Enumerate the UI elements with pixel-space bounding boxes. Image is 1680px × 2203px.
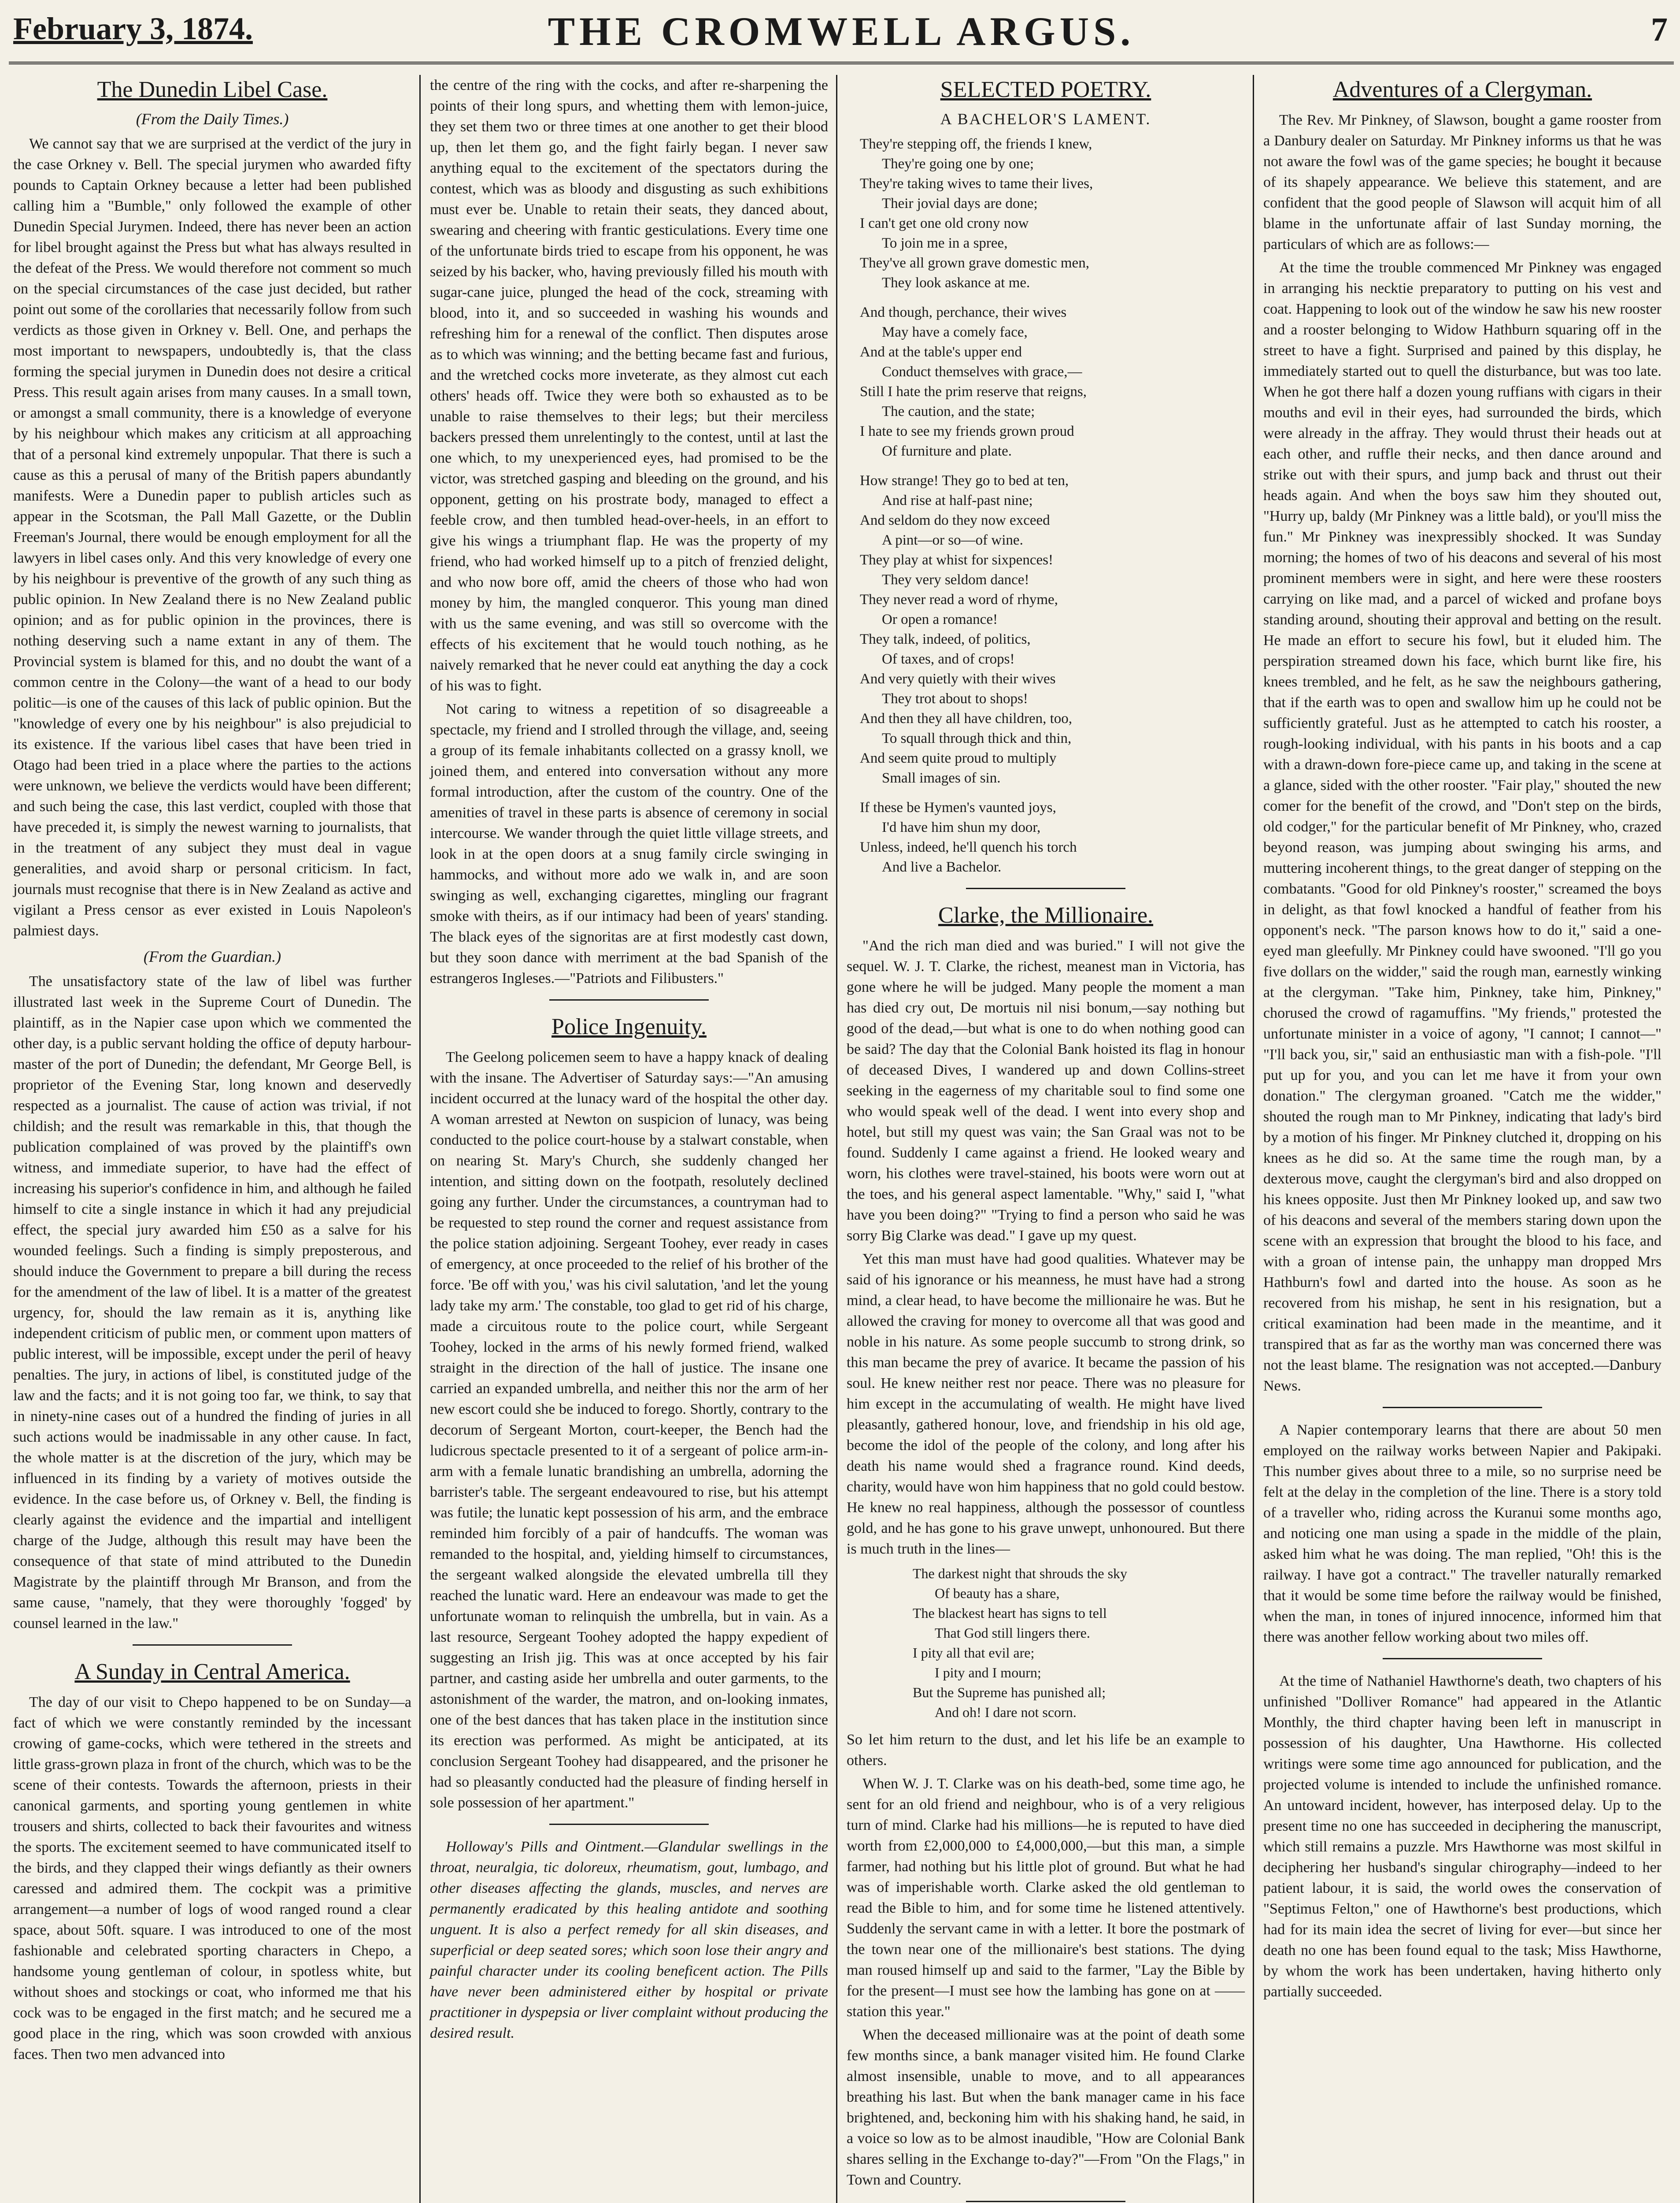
poem-line: The caution, and the state;: [882, 404, 1035, 419]
article-source: (From the Daily Times.): [136, 110, 289, 128]
article-paragraph: The Geelong policemen seem to have a happy knack of dealing with the insane. The Advertiser of Saturday says:—"An amusing incident occurred at the lunacy ward of the hospital the other day. A woman arrested at Newton on suspicion of lunacy, was being conducted to the police court-house by a stalwart constable, when on nearing St. Mary's Church, she suddenly changed her intention, and sitting down on the footpath, resolutely declined going any further. Under the circumstances, a countryman had to be requested to step round the corner and request assistance from the police station adjoining. Sergeant Toohey, ever ready in cases of emergency, at once proceeded to the relief of his brother of the force. 'Be off with you,' was his civil salutation, 'and let the young lady take my arm.' The constable, too glad to get rid of his charge, made a circuitous route to the police court, while Sergeant Toohey, locked in the arms of his newly formed friend, walked straight in the direction of the hall of justice. The insane one carried an expanded umbrella, and neither this nor the arm of her new escort could she be induced to forego. Shortly, contrary to the decorum of Sergeant Morton, court-keeper, the Bench had the ludicrous spectacle presented to it of a sergeant of police arm-in-arm with a female lunatic brandishing an umbrella, adorning the barrister's table. The sergeant endeavoured to rise, but his attempt was futile; the lunatic kept possession of his arm, and the embrace reminded him forcibly of a pair of handcuffs. The woman was remanded to the hospital, and, yielding himself to circumstances, the sergeant walked alongside the elevated umbrella till they reached the lunatic ward. Here an endeavour was made to get the unfortunate woman to relinquish the umbrella, but in vain. As a last resource, Sergeant Toohey adopted the happy expedient of suggesting an Irish jig. This was at once accepted by his fair partner, and casting aside her umbrella and outer garments, to the astonishment of the warder, the matron, and on-looking inmates, one of the best dances that has taken place in the institution since its erection was performed. As might be anticipated, at its conclusion Sergeant Toohey had disappeared, and the prisoner he had so pleasantly conducted had the pleasure of finding herself in sole possession of her apartment.": [430, 1049, 828, 1811]
poem-line: I'd have him shun my door,: [882, 820, 1041, 835]
verse-line: But the Supreme has punished all;: [913, 1684, 1106, 1700]
article-paragraph: Not caring to witness a repetition of so disagreeable a spectacle, my friend and I strolled through the village, and, seeing a group of its female inhabitants collected on a grassy knoll, we joined them, and entered into conversation without any more formal introduction, after the custom of the country. One of the amenities of travel in these parts is absence of ceremony in social intercourse. We wander through the quiet little village streets, and look in at the open doors at a snug family circle swinging in hammocks, and without more ado we walk in, and are soon swinging as well, exchanging cigarettes, mingling our fragrant smoke with theirs, as if our intimacy had been of years' standing. The black eyes of the signoritas are at first modestly cast down, but they soon dance with merriment at the bad Spanish of the estrangeros Ingleses.—"Patriots and Filibusters.": [430, 701, 828, 987]
poem-line: And seldom do they now exceed: [860, 512, 1050, 528]
poem-line: If these be Hymen's vaunted joys,: [860, 800, 1056, 816]
article-paragraph: When the deceased millionaire was at the point of death some few months since, a bank manager visited him. He found Clarke almost insensible, unable to move, and to all appearances breathing his last. But when the bank manager came in his face brightened, and, beckoning him with his shaking hand, he said, in a voice so low as to be almost inaudible, "How are Colonial Bank shares selling in the Exchange to-day?"—From "On the Flags," in Town and Country.: [847, 2027, 1245, 2188]
poem-line: They trot about to shops!: [882, 691, 1028, 707]
poem-line: They look askance at me.: [882, 275, 1030, 291]
article-separator: [966, 888, 1125, 889]
advertisement-holloway: Holloway's Pills and Ointment.—Glandular swellings in the throat, neuralgia, tic doloreux, rheumatism, gout, lumbago, and other diseases affecting the glands, muscles, and nerves are permanently eradicated by this healing antidote and soothing unguent. It is also a perfect remedy for all skin diseases, and superficial or deep seated sores; which soon lose their angry and painful character under its cooling beneficent action. The Pills have never been administered either by hospital or private practitioner in dyspepsia or liver complaint without producing the desired result.: [430, 1839, 828, 2041]
poem-line: Of furniture and plate.: [882, 443, 1012, 459]
poem-line: I hate to see my friends grown proud: [860, 423, 1074, 439]
verse-line: The darkest night that shrouds the sky: [913, 1565, 1128, 1581]
article-source: (From the Guardian.): [143, 948, 281, 965]
poem-line: They're stepping off, the friends I knew,: [860, 136, 1092, 152]
poem-title: A BACHELOR'S LAMENT.: [940, 110, 1151, 128]
section-heading-selected-poetry: SELECTED POETRY.: [940, 77, 1151, 102]
verse-line: Of beauty has a share,: [935, 1585, 1060, 1601]
item-napier-railway: A Napier contemporary learns that there are about 50 men employed on the railway works between Napier and Pakipaki. This number gives about three to a mile, so no surprise need be felt at the delay in the completion of the line. There is a story told of a traveller who, riding across the Kuranui some months ago, and noticing one man using a spade in the middle of the plain, asked him what he was doing. The man replied, "Oh! this is the railway. I have got a contract." The traveller naturally remarked that it would be some time before the railway would be finished, when the man, in tones of injured innocence, informed him that there was another fellow working about two miles off.: [1263, 1422, 1661, 1645]
article-heading-clarke-millionaire: Clarke, the Millionaire.: [938, 903, 1154, 928]
poem-line: Or open a romance!: [882, 612, 998, 627]
poem-line: They talk, indeed, of politics,: [860, 631, 1031, 647]
article-heading-adventures-clergyman: Adventures of a Clergyman.: [1332, 77, 1592, 102]
poem-line: They're taking wives to tame their lives,: [860, 176, 1093, 192]
poem-line: Their jovial days are done;: [882, 196, 1038, 211]
poem-line: Of taxes, and of crops!: [882, 651, 1015, 667]
article-paragraph: The unsatisfactory state of the law of libel was further illustrated last week in the Supreme Court of Dunedin. The plaintiff, as in the Napier case upon which we commented the other day, is a public servant holding the office of deputy harbour-master of the port of Dunedin; the defendant, Mr George Bell, is proprietor of the Evening Star, long known and deservedly respected as a journalist. The cause of action was trivial, if not childish; and the result was remarkable in this, that though the publication complained of was proved by the plaintiff's own witness, and immediate superior, to have had the effect of increasing his superior's confidence in him, and although he failed himself to cite a single instance in which it had any prejudicial effect, the special jury awarded him £50 as a salve for his wounded feelings. Such a finding is simply preposterous, and should induce the Government to prepare a bill during the recess for the amendment of the law of libel. It is a matter of the greatest urgency, for, should the law remain as it is, anything like independent criticism of public men, or comment upon matters of public interest, will be impossible, except under the peril of heavy penalties. The jury, in actions of libel, is constituted judge of the law and the facts; and it is not going too far, we think, to say that in ninety-nine cases out of a hundred the finding of juries in all such actions would be inadmissable in any other cause. In fact, the whole matter is at the discretion of the jury, which may be influenced in its finding by a variety of motives outside the evidence. In the case before us, of Orkney v. Bell, the finding is clearly against the evidence and the impartial and intelligent charge of the Judge, although this result may have been the consequence of that state of mind attributed to the Dunedin Magistrate by the plaintiff through Mr Branson, and from the same cause, "namely, that they were thoroughly 'fogged' by counsel learned in the law.": [13, 973, 411, 1632]
article-paragraph: When W. J. T. Clarke was on his death-bed, some time ago, he sent for an old friend and neighbour, who is of a very religious turn of mind. Clarke had his millions—he is reputed to have died worth from £2,000,000 to £4,000,000,—but this man, a simple farmer, had nothing but his little plot of ground. But what he had was of imperishable worth. Clarke asked the old gentleman to read the Bible to him, and for some time he listened attentively. Suddenly the servant came in with a letter. It bore the postmark of the town near one of the millionaire's best stations. The dying man roused himself up and said to the farmer, "Lay the Bible by for the present—I must see how the lambing has gone on at —— station this year.": [847, 1776, 1245, 2020]
article-paragraph: the centre of the ring with the cocks, and after re-sharpening the points of their long spurs, and whetting them with lemon-juice, they set them two or three times at one another to get their blood up, then let them go, and the fight fairly began. I never saw anything equal to the excitement of the spectators during the contest, which was as bloody and disgusting as such exhibitions must ever be. Unable to retain their seats, they danced about, swearing and cheering with frantic gesticulations. Every time one of the unfortunate birds tried to escape from his opponent, he was seized by his backer, who, having previously filled his mouth with sugar-cane juice, plunged the head of the cock, streaming with blood, into it, and so succeeded in washing his wounds and refreshing him for a renewal of the conflict. Then disputes arose as to which was winning; and the betting became fast and furious, and the wretched cocks more inveterate, as they almost cut each others' heads off. Twice they were both so exhausted as to be unable to raise themselves to their legs; but their merciless backers pressed them unrelentingly to the contest, until at last the one which, to my unexperienced eyes, had promised to be the victor, was stretched gasping and bleeding on the ground, and his opponent, getting on his prostrate body, managed to effect a feeble crow, and then tumbled head-over-heels, in an effort to give his wings a triumphant flap. He was the property of my friend, who had worked himself up to a pitch of frenzied delight, and who now bore off, amid the cheers of those who had won money by him, the mangled conqueror. This young man dined with us the same evening, and was still so overcome with the effects of his excitement that he would touch nothing, as he naively remarked that he never could eat anything the day a cock of his was to fight.: [430, 77, 828, 694]
verse-line: And oh! I dare not scorn.: [935, 1704, 1077, 1720]
column-rule: [836, 75, 837, 2203]
article-separator: [549, 1824, 709, 1825]
poem-line: They've all grown grave domestic men,: [860, 255, 1089, 271]
poem-line: And live a Bachelor.: [882, 859, 1002, 875]
poem-stanza: [847, 798, 1245, 877]
article-paragraph: We cannot say that we are surprised at the verdict of the jury in the case Orkney v. Bell. The special jurymen who awarded fifty pounds to Captain Orkney because a letter had been published calling him a "Bumble," only followed the example of other Dunedin Special Jurymen. Indeed, there has never been an action for libel brought against the Press but what has always resulted in the defeat of the Press. We would therefore not comment so much on the special circumstances of the case just decided, but rather point out some of the corollaries that necessarily follow from such verdicts as those given in Orkney v. Bell. One, and perhaps the most important to newspapers, undoubtedly is, that the class forming the special jurymen in Dunedin does not desire a critical Press. This result again arises from many causes. In a small town, or amongst a small community, there is a knowledge of everyone by his neighbour which makes any criticism at all approaching that of a personal kind extremely unpopular. That there is such a cause as this a perusal of many of the British papers abundantly manifests. Were a Dunedin paper to publish articles such as appear in the Scotsman, the Pall Mall Gazette, or the Dublin Freeman's Journal, there would be enough employment for all the lawyers in libel cases only. And this very knowledge of every one by his neighbour is preventive of the growth of any such thing as public opinion. In New Zealand there is no New Zealand public opinion; and as for public opinion in the provinces, there is nothing deserving such a name extant in any of them. The Provincial system is blamed for this, and no doubt the want of a common centre in the Colony—the want of a head to our body politic—is one of the causes of this lack of public opinion. But the "knowledge of every one by his neighbour" is also prejudicial to its existence. If the various libel cases that have been tried in Otago had been tried in a place where the parties to the actions were unknown, we believe the verdicts would have been different; and such being the case, this last verdict, coupled with those that have preceded it, is simply the newest warning to journalists, that in the treatment of any subject they must deal in vague generalities, and avoid sharp or personal criticism. In fact, journals must recognise that there is in New Zealand as active and vigilant a Press censor as ever existed in Louis Napoleon's palmiest days.: [13, 136, 411, 939]
article-paragraph: Yet this man must have had good qualities. Whatever may be said of his ignorance or his meanness, he must have had a strong mind, a clear head, to have become the millionaire he was. But he allowed the craving for money to overcome all that was good and noble in his nature. As some people succumb to strong drink, so this man became the prey of avarice. It became the passion of his soul. He knew neither rest nor peace. There was no pleasure for him except in the accumulating of wealth. He might have lived pleasantly, gathered honour, love, and friendship in his old age, become the idol of the people of the colony, and long after his death his name would shed a fragrance round. Kind deeds, charity, would have won him happiness that no gold could bestow. He knew no real happiness, although the possessor of countless gold, and he has gone to his grave unwept, unhonoured. But there is much truth in the lines—: [847, 1251, 1245, 1557]
quoted-verse: [847, 1564, 1245, 1722]
article-separator: [133, 1644, 292, 1646]
poem-line: May have a comely face,: [882, 324, 1028, 340]
item-hawthorne: At the time of Nathaniel Hawthorne's death, two chapters of his unfinished "Dolliver Romance" had appeared in the Atlantic Monthly, the third chapter having been left in manuscript in possession of his daughter, Una Hawthorne. His collected writings were some time ago announced for publication, and the projected volume is intended to include the unfinished romance. An untoward incident, however, has interposed delay. Up to the present time no one has succeeded in deciphering the manuscript, which still remains a puzzle. Mrs Hawthorne was most skilful in deciphering her husband's singular chirography—indeed to her patient labour, it is said, the world owes the conservation of "Septimus Felton," one of Hawthorne's best productions, which had for its main idea the secret of living for ever—but since her death no one has been found equal to the task; Miss Hawthorne, by whom the work has been undertaken, having hitherto only partially succeeded.: [1263, 1673, 1661, 2000]
poem-line: They're going one by one;: [882, 156, 1034, 172]
poem-line: I can't get one old crony now: [860, 215, 1029, 231]
poem-line: And rise at half-past nine;: [882, 493, 1033, 508]
column-2: [426, 75, 832, 2203]
article-paragraph: So let him return to the dust, and let his life be an example to others.: [847, 1732, 1245, 1769]
article-separator: [1383, 1658, 1542, 1659]
newspaper-title: THE CROMWELL ARGUS.: [548, 9, 1135, 54]
column-rule: [1253, 75, 1254, 2203]
masthead: [9, 0, 1674, 64]
poem-line: To join me in a spree,: [882, 235, 1008, 251]
poem-stanza: [847, 471, 1245, 788]
verse-line: The blackest heart has signs to tell: [913, 1605, 1107, 1621]
column-rule: [419, 75, 421, 2203]
poem-line: And though, perchance, their wives: [860, 304, 1067, 320]
column-1: [10, 75, 415, 2203]
column-4: [1260, 75, 1665, 2203]
poem-line: And seem quite proud to multiply: [860, 750, 1057, 766]
poem-line: And very quietly with their wives: [860, 671, 1056, 687]
article-paragraph: The Rev. Mr Pinkney, of Slawson, bought a game rooster from a Danbury dealer on Saturday. Mr Pinkney informs us that he was not aware the fowl was of the game species; he bought it because of its shapely appearance. We believe this statement, and are confident that the good people of Slawson will acquit him of all blame in the unfortunate affair of last Sunday morning, the particulars of which are as follows:—: [1263, 112, 1661, 252]
article-separator: [549, 999, 709, 1001]
poem-line: How strange! They go to bed at ten,: [860, 473, 1069, 489]
article-heading-dunedin-libel: The Dunedin Libel Case.: [97, 77, 328, 102]
page-number: 7: [1651, 11, 1668, 48]
article-separator: [1383, 1407, 1542, 1408]
column-3: [843, 75, 1248, 2203]
poem-line: Conduct themselves with grace,—: [882, 364, 1082, 380]
poem-stanza: [847, 303, 1245, 461]
poem-line: They play at whist for sixpences!: [860, 552, 1053, 568]
article-paragraph: "And the rich man died and was buried." I will not give the sequel. W. J. T. Clarke, the richest, meanest man in Victoria, has gone where he will be judged. Many people the moment a man has died cry out, De mortuis nil nisi bonum,—say nothing but good of the dead,—but what is one to do when nothing good can be said? The day that the Colonial Bank hoisted its flag in honour of deceased Dives, I wandered up and down Collins-street seeking in the eagerness of my charitable soul to find some one who would speak well of the dead. I went into every shop and hotel, but still my quest was vain; the San Graal was not to be found. Suddenly I came against a friend. He looked weary and worn, his clothes were travel-stained, his boots were worn out at the toes, and his general aspect lamentable. "Why," said I, "what have you been doing?" "Trying to find a person who said he was sorry Big Clarke was dead." I gave up my quest.: [847, 938, 1245, 1244]
poem-line: A pint—or so—of wine.: [882, 532, 1023, 548]
article-heading-police-ingenuity: Police Ingenuity.: [551, 1014, 707, 1039]
issue-date: February 3, 1874.: [13, 11, 253, 46]
poem-line: They very seldom dance!: [882, 572, 1029, 588]
article-paragraph: The day of our visit to Chepo happened to be on Sunday—a fact of which we were constantly reminded by the incessant crowing of game-cocks, which were tethered in the streets and little grass-grown plaza in front of the church, which was to be the scene of their contests. Towards the afternoon, priests in their canonical garments, and sporting young gentlemen in white trousers and shirts, collected to back their favourites and witness the sports. The excitement seemed to have communicated itself to the birds, and they clapped their wings defiantly as their owners caressed and admired them. The cockpit was a primitive arrangement—a number of logs of wood ranged round a clear space, about 50ft. square. I was introduced to one of the most fashionable and celebrated sporting characters in Chepo, a handsome young gentleman of colour, in spotless white, but without shoes and stockings or coat, who informed me that his cock was to be engaged in the first match; and he secured me a good place in the ring, which was soon crowded with anxious faces. Then two men advanced into: [13, 1694, 411, 2062]
poem-line: Still I hate the prim reserve that reigns,: [860, 384, 1087, 400]
article-heading-sunday-central-america: A Sunday in Central America.: [74, 1659, 350, 1684]
verse-line: I pity and I mourn;: [935, 1665, 1041, 1680]
poem-line: Small images of sin.: [882, 770, 1001, 786]
poem-stanza: [847, 134, 1245, 293]
poem-line: And then they all have children, too,: [860, 711, 1073, 727]
verse-line: I pity all that evil are;: [913, 1645, 1035, 1661]
verse-line: That God still lingers there.: [935, 1625, 1090, 1641]
poem: [847, 110, 1245, 877]
poem-line: And at the table's upper end: [860, 344, 1022, 360]
article-separator: [966, 2201, 1125, 2202]
poem-line: Unless, indeed, he'll quench his torch: [860, 839, 1077, 855]
poem-line: They never read a word of rhyme,: [860, 592, 1058, 608]
article-paragraph: At the time the trouble commenced Mr Pinkney was engaged in arranging his necktie preparatory to putting on his vest and coat. Happening to look out of the window he saw his new rooster and a rooster belonging to Widow Hathburn squaring off in the street to have a fight. Surprised and pained by this display, he immediately started out to quell the disturbance, but was too late. When he got there half a dozen young ruffians with cigars in their mouths and evil in their eyes, had surrounded the birds, which were already in the affray. They would thrust their heads out at each other, and ruffle their necks, and then dance around and strike out with their spurs, and jump back and thrust out their heads again. And when the boys saw him they shouted out, "Hurry up, baldy (Mr Pinkney was a little bald), or you'll miss the fun." Mr Pinkney was inexpressibly shocked. It was Sunday morning; the homes of two of his deacons and several of his most prominent members were in sight, and here were these roosters carrying on like mad, and a parcel of wicked and profane boys standing around, shouting their approval and betting on the result. He made an effort to secure his fowl, but it eluded him. The perspiration streamed down his face, which burnt like fire, his knees trembled, and he felt, as he saw the neighbours gathering, that if the earth was to open and swallow him up he could not be sufficiently grateful. Just as he attempted to catch his rooster, a rough-looking individual, with his pants in his boots and a cap with a drawn-down fore-piece came up, and taking in the scene at a glance, sided with the other rooster. "Fair play," shouted the new comer for the benefit of the crowd, and "Don't step on the birds, old codger," for the particular benefit of Mr Pinkney, who, crazed beyond reason, was jumping about swinging his arms, and muttering incoherent things, to the great danger of stepping on the combatants. "Good for old Pinkney's rooster," screamed the boys in delight, as that fowl knocked a handful of feather from his opponent's neck. "The parson knows how to do it," said a one-eyed man gleefully. Mr Pinkney could have swooned. "I'll go you five dollars on the widder," said the rough man, earnestly winking at the clergyman. "Take him, Pinkney, take him, Pinkney," chorused the crowd of ragamuffins. "My friends," protested the unfortunate minister in a voice of agony, "I cannot; I cannot—" "I'll back you, sir," said an enthusiastic man with a fish-pole. "I'll put up for you, and you can let me have it from your own donation." The clergyman groaned. "Catch me the widder," shouted the rough man to Mr Pinkney, indicating that lady's bird by a motion of his finger. Mr Pinkney clutched it, dropping on his knees as he did so. At the same time the rough man, by a dexterous move, caught the clergyman's bird and also dropped on his knees opposite. Just then Mr Pinkney looked up, and saw two of his deacons and several of the members staring down upon the scene with an expression that brought the blood to his face, and with a groan of intense pain, the unhappy man dropped Mrs Hathburn's fowl and darted into the house. As soon as he recovered from his mishap, he sent in his resignation, but a critical examination had been made in the meantime, and it transpired that as far as the worthy man was concerned there was not the least blame. The resignation was not accepted.—Danbury News.: [1263, 260, 1661, 1394]
poem-line: To squall through thick and thin,: [882, 731, 1072, 746]
